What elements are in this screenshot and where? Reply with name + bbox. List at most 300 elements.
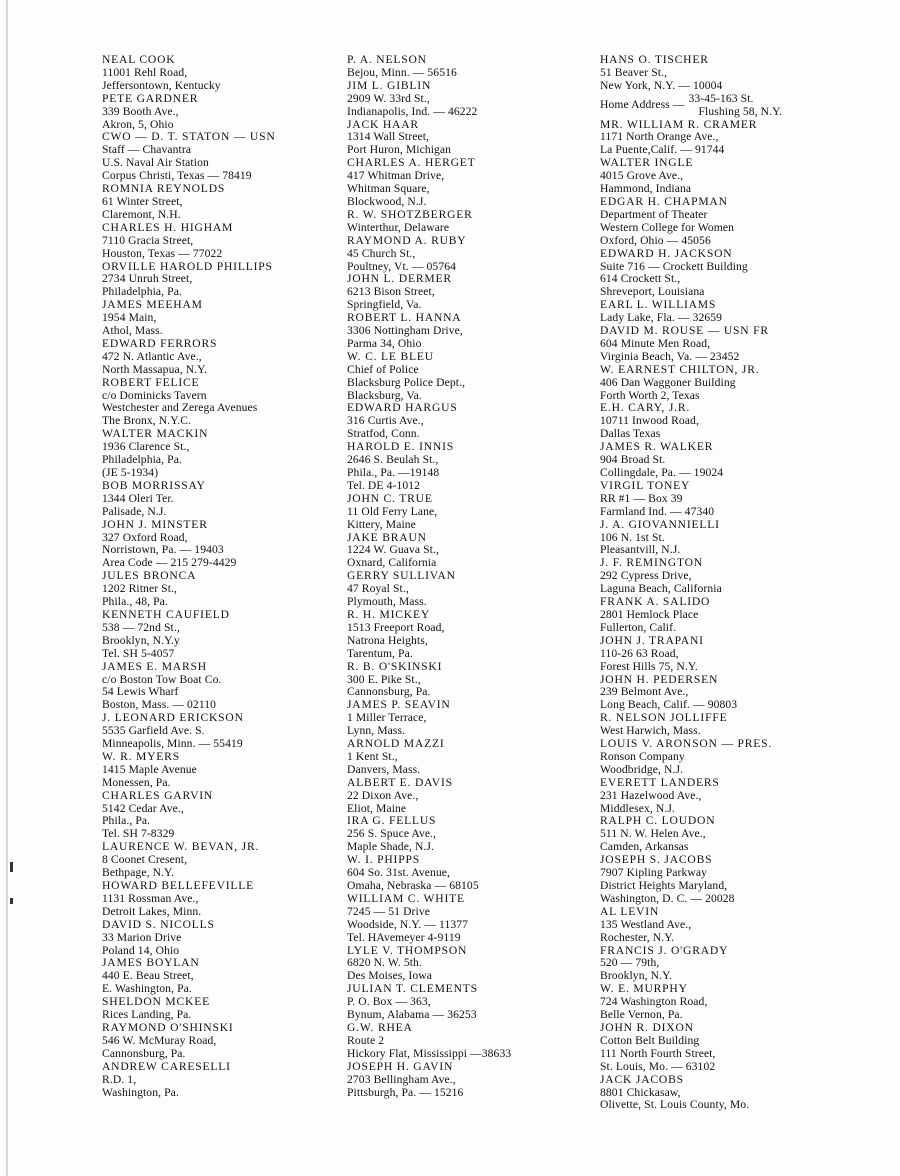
- entry-address-line: 45 Church St.,: [347, 246, 416, 260]
- entry-address-line: c/o Boston Tow Boat Co.: [102, 672, 222, 686]
- entry-address-line: 2801 Hemlock Place: [600, 607, 699, 621]
- entry-name: JOHN J. MINSTER: [102, 517, 208, 531]
- entry-name: RALPH C. LOUDON: [600, 814, 716, 828]
- entry-address-line: 33 Marion Drive: [102, 930, 182, 944]
- entry-name: LYLE V. THOMPSON: [347, 943, 468, 957]
- entry-address-line: Route 2: [347, 1033, 385, 1047]
- address-entry: [347, 441, 597, 493]
- entry-address-line: Fullerton, Calif.: [600, 620, 677, 634]
- entry-address-line: Middlesex, N.J.: [600, 801, 675, 815]
- entry-address-line: 1936 Clarence St.,: [102, 440, 190, 454]
- address-entry: [347, 738, 597, 777]
- entry-name: DAVID S. NICOLLS: [102, 917, 215, 931]
- address-entry: [347, 945, 597, 984]
- address-entry: [102, 93, 367, 132]
- entry-address-line: 6820 N. W. 5th.: [347, 956, 422, 970]
- entry-address-line: Plymouth, Mass.: [347, 595, 427, 609]
- entry-name: ROMNIA REYNOLDS: [102, 182, 226, 196]
- entry-name: CHARLES GARVIN: [102, 788, 214, 802]
- entry-address-line: 724 Washington Road,: [600, 995, 708, 1009]
- entry-address-line: Oxford, Ohio — 45056: [600, 233, 711, 247]
- address-entry: [347, 235, 597, 274]
- address-entry: [600, 157, 850, 196]
- address-entry: [102, 183, 367, 222]
- entry-name: JAKE BRAUN: [347, 530, 427, 544]
- entry-address-line: Camden, Arkansas: [600, 840, 689, 854]
- home-address-lines: [688, 93, 782, 119]
- address-entry: [600, 119, 850, 158]
- entry-address-line: 440 E. Beau Street,: [102, 969, 194, 983]
- entry-address-line: 10711 Inwood Road,: [600, 414, 699, 428]
- entry-address-line: Monessen, Pa.: [102, 775, 171, 789]
- address-entry: [600, 248, 850, 300]
- address-entry: [600, 906, 850, 945]
- entry-address-line: Lady Lake, Fla. — 32659: [600, 311, 723, 325]
- address-entry: [102, 880, 367, 919]
- entry-address-line: RR #1 — Box 39: [600, 491, 683, 505]
- entry-address-line: 1224 W. Guava St.,: [347, 543, 439, 557]
- address-entry: [347, 209, 597, 235]
- entry-address-line: 1 Miller Terrace,: [347, 711, 427, 725]
- entry-address-line: 7110 Gracia Street,: [102, 233, 194, 247]
- entry-address-line: 538 — 72nd St.,: [102, 620, 180, 634]
- entry-name: CHARLES H. HIGHAM: [102, 220, 234, 234]
- entry-address-line: North Massapua, N.Y.: [102, 362, 208, 376]
- entry-address-line: Cotton Belt Building: [600, 1033, 700, 1047]
- entry-name: RAYMOND O'SHINSKI: [102, 1020, 234, 1034]
- address-entry: [102, 751, 367, 790]
- address-entry: [102, 299, 367, 338]
- entry-address-line: Detroit Lakes, Minn.: [102, 904, 202, 918]
- address-entry: [600, 325, 850, 364]
- entry-name: ROBERT L. HANNA: [347, 311, 462, 325]
- address-entry: [102, 790, 367, 842]
- entry-name: E.H. CARY, J.R.: [600, 401, 691, 415]
- entry-address-line: Port Huron, Michigan: [347, 143, 452, 157]
- entry-address-line: 256 S. Spuce Ave.,: [347, 827, 437, 841]
- entry-name: KENNETH CAUFIELD: [102, 607, 230, 621]
- entry-address-line: 8 Coonet Cresent,: [102, 853, 188, 867]
- entry-address-line: 316 Curtis Ave.,: [347, 414, 424, 428]
- entry-address-line: Laguna Beach, California: [600, 582, 722, 596]
- entry-address-line: 546 W. McMuray Road,: [102, 1033, 217, 1047]
- entry-name: LAURENCE W. BEVAN, JR.: [102, 840, 260, 854]
- address-entry: [600, 441, 850, 480]
- entry-address-line: West Harwich, Mass.: [600, 724, 701, 738]
- address-entry: [102, 338, 367, 377]
- entry-address-line: 1344 Oleri Ter.: [102, 491, 174, 505]
- entry-address-line: 417 Whitman Drive,: [347, 169, 445, 183]
- entry-name: G.W. RHEA: [347, 1020, 413, 1034]
- address-entry: [600, 196, 850, 248]
- entry-name: WILLIAM C. WHITE: [347, 891, 465, 905]
- entry-address-line: 6213 Bison Street,: [347, 285, 435, 299]
- address-entry: [102, 261, 367, 300]
- entry-address-line: 339 Booth Ave.,: [102, 104, 179, 118]
- entry-address-line: Athol, Mass.: [102, 324, 163, 338]
- entry-address-line: c/o Dominicks Tavern: [102, 388, 207, 402]
- entry-name: W. E. MURPHY: [600, 982, 688, 996]
- address-entry: [600, 1074, 850, 1113]
- entry-name: EDGAR H. CHAPMAN: [600, 194, 728, 208]
- entry-name: JAMES E. MARSH: [102, 659, 207, 673]
- address-entry: [102, 519, 367, 571]
- home-address-label: Home Address —: [600, 98, 685, 112]
- entry-name: JACK HAAR: [347, 117, 419, 131]
- entry-address-line: Palisade, N.J.: [102, 504, 167, 518]
- address-entry: [102, 957, 367, 996]
- entry-name: JOHN C. TRUE: [347, 491, 433, 505]
- entry-address-line: Corpus Christi, Texas — 78419: [102, 169, 252, 183]
- address-entry: [102, 131, 367, 183]
- entry-address-line: Bejou, Minn. — 56516: [347, 65, 457, 79]
- entry-name: WALTER MACKIN: [102, 427, 209, 441]
- entry-address-line: 47 Royal St.,: [347, 582, 409, 596]
- entry-address-line: 5142 Cedar Ave.,: [102, 801, 184, 815]
- entry-address-line: 520 — 79th,: [600, 956, 660, 970]
- scan-mark: [10, 862, 13, 872]
- address-entry: [600, 519, 850, 558]
- entry-address-line: Tarentum, Pa.: [347, 646, 413, 660]
- entry-address-line: Farmland Ind. — 47340: [600, 504, 715, 518]
- entry-address-line: 904 Broad St.: [600, 453, 666, 467]
- entry-address-line: Houston, Texas — 77022: [102, 246, 223, 260]
- entry-address-line: Natrona Heights,: [347, 633, 428, 647]
- entry-name: ALBERT E. DAVIS: [347, 775, 453, 789]
- entry-address-line: Shreveport, Louisiana: [600, 285, 705, 299]
- entry-address-line: 2646 S. Beulah St.,: [347, 453, 439, 467]
- address-entry: [347, 312, 597, 351]
- entry-name: DAVID M. ROUSE — USN FR: [600, 324, 769, 338]
- entry-address-line: Pittsburgh, Pa. — 15216: [347, 1085, 464, 1099]
- address-entry: [102, 570, 367, 609]
- entry-name: ANDREW CARESELLI: [102, 1059, 231, 1073]
- address-entry: [347, 699, 597, 738]
- entry-address-line: Westchester and Zerega Avenues: [102, 401, 258, 415]
- entry-address-line: 604 So. 31st. Avenue,: [347, 866, 451, 880]
- entry-address-line: Jeffersontown, Kentucky: [102, 78, 221, 92]
- entry-address-line: 1171 North Orange Ave.,: [600, 130, 719, 144]
- address-entry: [102, 996, 367, 1022]
- entry-address-line: Oxnard, California: [347, 556, 437, 570]
- entry-name: EARL L. WILLIAMS: [600, 298, 717, 312]
- address-entry: [347, 273, 597, 312]
- entry-name: GERRY SULLIVAN: [347, 569, 456, 583]
- entry-name: JAMES R. WALKER: [600, 440, 714, 454]
- entry-name: ROBERT FELICE: [102, 375, 200, 389]
- entry-address-line: Forest Hills 75, N.Y.: [600, 659, 698, 673]
- entry-address-line: Belle Vernon, Pa.: [600, 1008, 683, 1022]
- entry-address-line: R.D. 1,: [102, 1072, 137, 1086]
- entry-address-line: 61 Winter Street,: [102, 194, 183, 208]
- entry-address-line: 327 Oxford Road,: [102, 530, 188, 544]
- entry-address-line: Boston, Mass. — 02110: [102, 698, 217, 712]
- entry-name: W. I. PHIPPS: [347, 853, 420, 867]
- entry-name: JOHN L. DERMER: [347, 272, 452, 286]
- address-entry: [102, 222, 367, 261]
- entry-address-line: 614 Crockett St.,: [600, 272, 681, 286]
- address-entry: [600, 635, 850, 674]
- entry-address-line: District Heights Maryland,: [600, 879, 728, 892]
- entry-address-line: Hickory Flat, Mississippi —38633: [347, 1046, 512, 1060]
- entry-name: J. LEONARD ERICKSON: [102, 711, 244, 725]
- entry-address-line: Philadelphia, Pa.: [102, 453, 182, 467]
- address-entry: [600, 557, 850, 596]
- address-entry: [600, 54, 850, 119]
- entry-name: EDWARD H. JACKSON: [600, 246, 733, 260]
- entry-address-line: 51 Beaver St.,: [600, 65, 668, 79]
- address-entry: [347, 1061, 597, 1100]
- entry-name: HANS O. TISCHER: [600, 53, 709, 66]
- entry-address-line: Brooklyn, N.Y.y: [102, 633, 180, 647]
- entry-address-line: Suite 716 — Crockett Building: [600, 259, 748, 273]
- address-entry: [347, 983, 597, 1022]
- entry-address-line: Kittery, Maine: [347, 517, 416, 531]
- entry-address-line: 511 N. W. Helen Ave.,: [600, 827, 706, 841]
- entry-address-line: Lynn, Mass.: [347, 724, 406, 738]
- address-entry: [600, 738, 850, 777]
- entry-address-line: U.S. Naval Air Station: [102, 156, 209, 170]
- entry-address-line: Tel. HAvemeyer 4-9119: [347, 930, 461, 944]
- entry-address-line: The Bronx, N.Y.C.: [102, 414, 192, 428]
- entry-name: EVERETT LANDERS: [600, 775, 720, 789]
- entry-address-line: Woodside, N.Y. — 11377: [347, 917, 469, 931]
- address-entry: [600, 674, 850, 713]
- entry-address-line: 2703 Bellingham Ave.,: [347, 1072, 456, 1086]
- entry-name: JOSEPH H. GAVIN: [347, 1059, 454, 1073]
- entry-address-line: Eliot, Maine: [347, 801, 407, 815]
- address-entry: [600, 815, 850, 854]
- entry-address-line: Akron, 5, Ohio: [102, 117, 174, 131]
- address-entry: [600, 854, 850, 906]
- entry-address-line: 604 Minute Men Road,: [600, 336, 711, 350]
- entry-address-line: 292 Cypress Drive,: [600, 569, 692, 583]
- entry-address-line: 472 N. Atlantic Ave.,: [102, 349, 202, 363]
- entry-address-line: Tel. DE 4-1012: [347, 478, 421, 492]
- entry-name: P. A. NELSON: [347, 53, 427, 66]
- address-column-3: [600, 54, 850, 1112]
- entry-name: J. A. GIOVANNIELLI: [600, 517, 720, 531]
- address-entry: [102, 1022, 367, 1061]
- entry-name: FRANCIS J. O'GRADY: [600, 943, 729, 957]
- entry-name: MR. WILLIAM R. CRAMER: [600, 117, 758, 131]
- address-entry: [347, 854, 597, 893]
- address-entry: [600, 945, 850, 984]
- entry-name: NEAL COOK: [102, 53, 176, 66]
- entry-address-line: P. O. Box — 363,: [347, 995, 431, 1009]
- entry-address-line: Western College for Women: [600, 220, 735, 234]
- entry-address-line: Hammond, Indiana: [600, 182, 692, 196]
- entry-name: ARNOLD MAZZI: [347, 737, 445, 751]
- address-entry: [102, 661, 367, 713]
- entry-name: PETE GARDNER: [102, 91, 199, 105]
- entry-address-line: 8801 Chickasaw,: [600, 1085, 681, 1099]
- entry-name: JAMES BOYLAN: [102, 956, 200, 970]
- entry-address-line: 5535 Garfield Ave. S.: [102, 724, 205, 738]
- address-entry: [102, 1061, 367, 1100]
- entry-name: WALTER INGLE: [600, 156, 694, 170]
- address-entry: [347, 493, 597, 532]
- entry-name: IRA G. FELLUS: [347, 814, 437, 828]
- entry-address-line: La Puente,Calif. — 91744: [600, 143, 725, 157]
- entry-name: CHARLES A. HERGET: [347, 156, 476, 170]
- entry-address-line: Phila., Pa.: [102, 814, 151, 828]
- address-entry: [600, 777, 850, 816]
- address-entry: [347, 893, 597, 945]
- entry-address-line: Parma 34, Ohio: [347, 336, 422, 350]
- entry-name: RAYMOND A. RUBY: [347, 233, 467, 247]
- entry-address-line: Blockwood, N.J.: [347, 194, 427, 208]
- scan-mark: [10, 898, 13, 904]
- entry-name: ORVILLE HAROLD PHILLIPS: [102, 259, 273, 273]
- entry-address-line: Chief of Police: [347, 362, 419, 376]
- page-binding-edge: [6, 0, 8, 1176]
- address-entry: [600, 299, 850, 325]
- entry-address-line: 7245 — 51 Drive: [347, 904, 430, 918]
- entry-address-line: 11001 Rehl Road,: [102, 65, 188, 79]
- address-entry: [102, 712, 367, 751]
- entry-address-line: 1415 Maple Avenue: [102, 762, 197, 776]
- entry-address-line: Staff — Chavantra: [102, 143, 192, 157]
- entry-address-line: Department of Theater: [600, 207, 708, 221]
- entry-name: EDWARD FERRORS: [102, 336, 218, 350]
- entry-name: HOWARD BELLEFEVILLE: [102, 879, 255, 892]
- entry-name: R. B. O'SKINSKI: [347, 659, 443, 673]
- address-entry: [347, 609, 597, 661]
- entry-address-line: Whitman Square,: [347, 182, 430, 196]
- address-entry: [102, 428, 367, 480]
- address-entry: [347, 80, 597, 119]
- address-entry: [600, 712, 850, 738]
- entry-address-line: 22 Dixon Ave.,: [347, 788, 419, 802]
- entry-address-line: 3306 Nottingham Drive,: [347, 324, 463, 338]
- entry-name: J. F. REMINGTON: [600, 556, 703, 570]
- address-entry: [102, 919, 367, 958]
- entry-name: JOHN R. DIXON: [600, 1020, 694, 1034]
- entry-address-line: 2909 W. 33rd St.,: [347, 91, 430, 105]
- entry-name: W. EARNEST CHILTON, JR.: [600, 362, 760, 376]
- entry-address-line: 300 E. Pike St.,: [347, 672, 421, 686]
- address-entry: [347, 54, 597, 80]
- address-entry: [600, 1022, 850, 1074]
- address-entry: [600, 983, 850, 1022]
- entry-address-line: Rices Landing, Pa.: [102, 1008, 192, 1022]
- address-entry: [102, 480, 367, 519]
- entry-name: JOHN J. TRAPANI: [600, 633, 704, 647]
- entry-address-line: Collingdale, Pa. — 19024: [600, 466, 724, 479]
- address-column-1: [102, 54, 367, 1099]
- entry-address-line: 4015 Grove Ave.,: [600, 169, 684, 183]
- entry-address-line: Rochester, N.Y.: [600, 930, 675, 944]
- address-entry: [347, 777, 597, 816]
- entry-address-line: St. Louis, Mo. — 63102: [600, 1059, 716, 1073]
- address-entry: [600, 402, 850, 441]
- entry-address-line: 1202 Ritner St.,: [102, 582, 178, 596]
- entry-name: JIM L. GIBLIN: [347, 78, 432, 92]
- entry-address-line: Ronson Company: [600, 749, 685, 763]
- entry-name: W. C. LE BLEU: [347, 349, 434, 363]
- entry-address-line: 110-26 63 Road,: [600, 646, 679, 660]
- entry-address-line: 2734 Unruh Street,: [102, 272, 193, 286]
- address-entry: [600, 480, 850, 519]
- home-address-line: Flushing 58, N.Y.: [698, 104, 783, 118]
- entry-address-line: Omaha, Nebraska — 68105: [347, 879, 479, 892]
- entry-address-line: Tel. SH 5-4057: [102, 646, 175, 660]
- entry-address-line: 135 Westland Ave.,: [600, 917, 692, 931]
- entry-address-line: Cannonsburg, Pa.: [347, 685, 431, 699]
- address-entry: [347, 1022, 597, 1061]
- entry-address-line: 11 Old Ferry Lane,: [347, 504, 438, 518]
- address-column-2: [347, 54, 597, 1099]
- entry-name: JAMES MEEHAM: [102, 298, 203, 312]
- entry-name: JOHN H. PEDERSEN: [600, 672, 719, 686]
- entry-address-line: Minneapolis, Minn. — 55419: [102, 737, 243, 751]
- entry-address-line: Maple Shade, N.J.: [347, 840, 435, 854]
- entry-address-line: 54 Lewis Wharf: [102, 685, 179, 699]
- entry-address-line: Indianapolis, Ind. — 46222: [347, 104, 478, 118]
- entry-address-line: Springfield, Va.: [347, 298, 422, 312]
- entry-address-line: New York, N.Y. — 10004: [600, 78, 723, 92]
- entry-address-line: 106 N. 1st St.: [600, 530, 665, 544]
- entry-name: JULES BRONCA: [102, 569, 197, 583]
- entry-address-line: 1314 Wall Street,: [347, 130, 430, 144]
- entry-address-line: Virginia Beach, Va. — 23452: [600, 349, 740, 363]
- entry-address-line: Norristown, Pa. — 19403: [102, 543, 224, 557]
- entry-address-line: Poultney, Vt. — 05764: [347, 259, 457, 273]
- entry-name: JULIAN T. CLEMENTS: [347, 982, 478, 996]
- entry-address-line: Tel. SH 7-8329: [102, 827, 175, 841]
- entry-name: HAROLD E. INNIS: [347, 440, 454, 454]
- entry-address-line: Winterthur, Delaware: [347, 220, 450, 234]
- entry-address-line: Olivette, St. Louis County, Mo.: [600, 1098, 750, 1112]
- entry-address-line: 7907 Kipling Parkway: [600, 866, 707, 880]
- entry-address-line: Danvers, Mass.: [347, 762, 421, 776]
- entry-address-line: Philadelphia, Pa.: [102, 285, 182, 299]
- entry-address-line: Forth Worth 2, Texas: [600, 388, 700, 402]
- address-entry: [102, 609, 367, 661]
- entry-name: SHELDON MCKEE: [102, 995, 210, 1009]
- entry-name: FRANK A. SALIDO: [600, 595, 711, 609]
- home-address-row: [600, 93, 850, 119]
- entry-name: W. R. MYERS: [102, 749, 180, 763]
- entry-name: JACK JACOBS: [600, 1072, 684, 1086]
- entry-address-line: 111 North Fourth Street,: [600, 1046, 716, 1060]
- entry-address-line: Washington, D. C. — 20028: [600, 891, 735, 905]
- address-entry: [600, 364, 850, 403]
- entry-address-line: (JE 5-1934): [102, 466, 159, 479]
- entry-address-line: 1513 Freeport Road,: [347, 620, 445, 634]
- entry-address-line: 1954 Main,: [102, 311, 157, 325]
- address-entry: [347, 402, 597, 441]
- entry-address-line: Phila., 48, Pa.: [102, 595, 168, 609]
- entry-address-line: Claremont, N.H.: [102, 207, 181, 221]
- home-address-line: 33-45-163 St.: [688, 91, 754, 105]
- address-entry: [347, 570, 597, 609]
- address-entry: [347, 532, 597, 571]
- entry-address-line: 1 Kent St.,: [347, 749, 398, 763]
- address-entry: [347, 815, 597, 854]
- entry-address-line: Blacksburg Police Dept.,: [347, 375, 466, 389]
- entry-address-line: Long Beach, Calif. — 90803: [600, 698, 738, 712]
- address-entry: [102, 54, 367, 93]
- address-entry: [600, 596, 850, 635]
- address-entry: [102, 377, 367, 429]
- entry-name: EDWARD HARGUS: [347, 401, 458, 415]
- entry-address-line: Cannonsburg, Pa.: [102, 1046, 186, 1060]
- entry-address-line: Washington, Pa.: [102, 1085, 179, 1099]
- entry-name: CWO — D. T. STATON — USN: [102, 130, 276, 144]
- entry-address-line: Poland 14, Ohio: [102, 943, 180, 957]
